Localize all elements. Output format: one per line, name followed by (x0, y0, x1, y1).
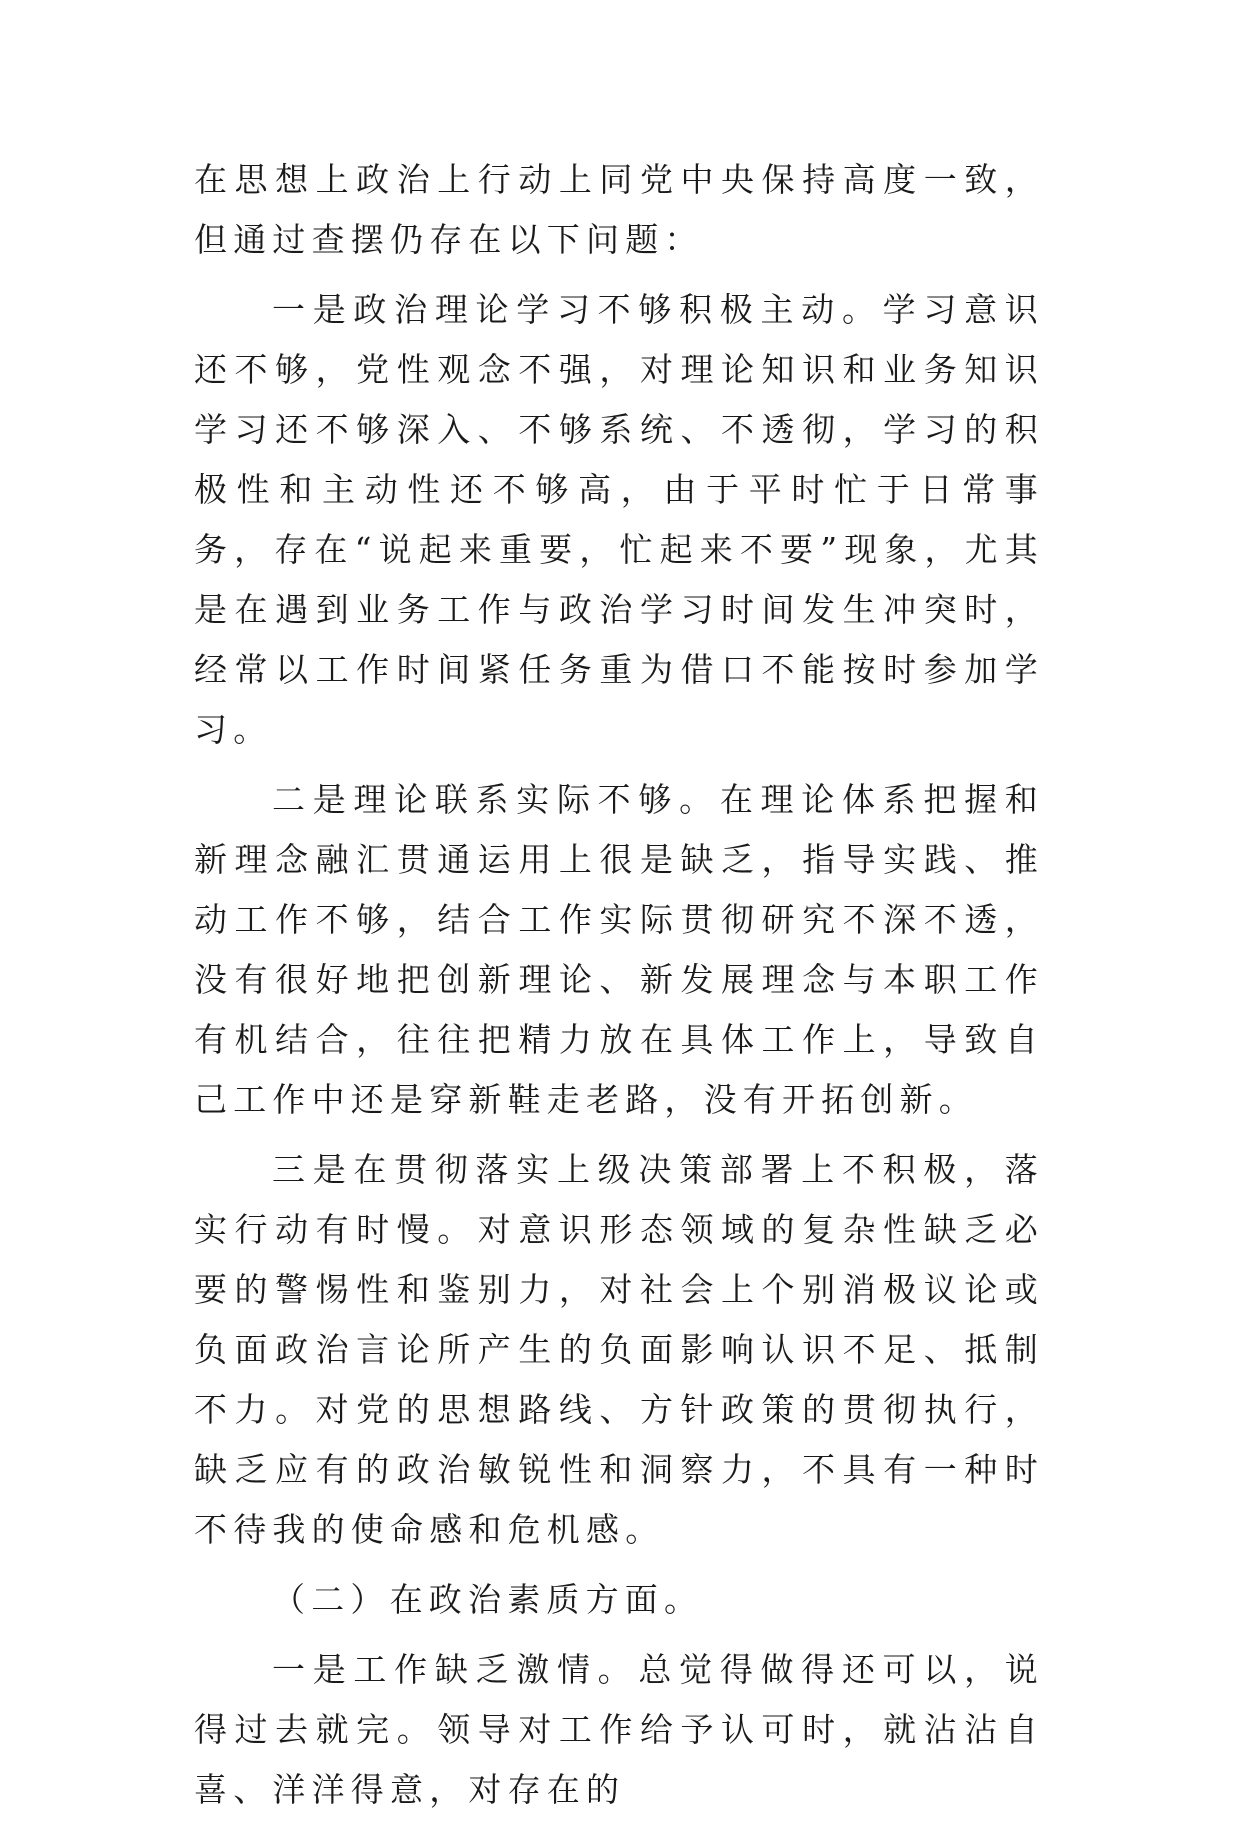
paragraph-quality-1: 一是工作缺乏激情。总觉得做得还可以，说得过去就完。领导对工作给予认可时，就沾沾自喜、洋洋得意，对存在的 (194, 1650, 1044, 1809)
paragraph-problem-1: 一是政治理论学习不够积极主动。学习意识还不够，党性观念不强，对理论知识和业务知识学习还不够深入、不够系统、不透彻，学习的积极性和主动性还不够高，由于平时忙于日常事务，存在“说起来重要，忙起来不要”现象，尤其是在遇到业务工作与政治学习时间发生冲突时，经常以工作时间紧任务重为借口不能按时参加学习。 (194, 290, 1044, 749)
document-body (194, 150, 1044, 1830)
section-heading-political-quality: （二）在政治素质方面。 (272, 1580, 704, 1619)
paragraph-problem-2: 二是理论联系实际不够。在理论体系把握和新理念融汇贯通运用上很是缺乏，指导实践、推动工作不够，结合工作实际贯彻研究不深不透，没有很好地把创新理论、新发展理念与本职工作有机结合，往往把精力放在具体工作上，导致自己工作中还是穿新鞋走老路，没有开拓创新。 (194, 780, 1044, 1119)
paragraph-intro: 在思想上政治上行动上同党中央保持高度一致，但通过查摆仍存在以下问题： (194, 160, 1044, 259)
paragraph-problem-3: 三是在贯彻落实上级决策部署上不积极，落实行动有时慢。对意识形态领域的复杂性缺乏必要的警惕性和鉴别力，对社会上个别消极议论或负面政治言论所产生的负面影响认识不足、抵制不力。对党的思想路线、方针政策的贯彻执行，缺乏应有的政治敏锐性和洞察力，不具有一种时不待我的使命感和危机感。 (194, 1150, 1044, 1549)
